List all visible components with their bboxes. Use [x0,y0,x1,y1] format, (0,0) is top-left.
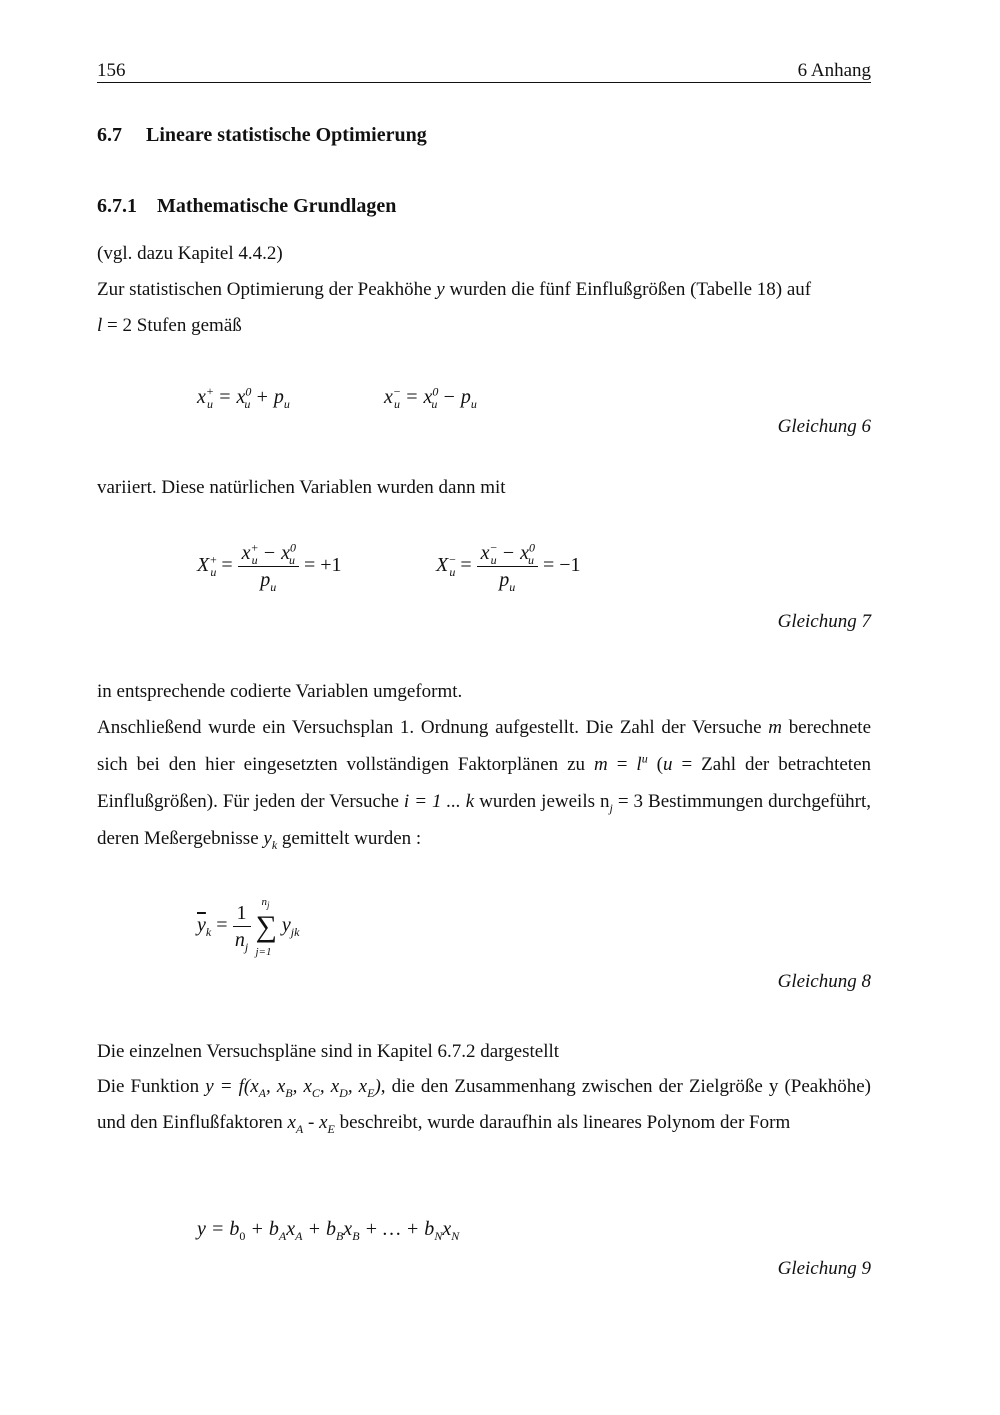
paragraph-2: variiert. Diese natürlichen Variablen wurden dann mit [97,477,506,498]
equation-6-left: $x^+_u = x^0_u + p_u$ [197,384,290,411]
equation-6-label: Gleichung 6 [777,416,871,437]
equation-7-label: Gleichung 7 [777,611,871,632]
equation-7-left: $X^+_u$ = $\frac{x^+_u - x^0_u}{p_u}$ = +1 [197,540,342,594]
summation-sign: $n_j$ ∑ j=1 [255,895,277,958]
equation-9: $y = b_0 + b_Ax_A + b_Bx_B$ + … + $b_Nx_N$ [197,1218,460,1243]
equation-9-label: Gleichung 9 [777,1258,871,1279]
section-heading [97,124,427,147]
header-rule [97,82,871,83]
subsection-number: 6.7.1 [97,195,137,217]
paragraph-1: Zur statistischen Optimierung der Peakhöhe y wurden die fünf Einflußgrößen (Tabelle 18) auf l = 2 Stufen gemäß [97,279,812,336]
reference-text: (vgl. dazu Kapitel 4.4.2) [97,243,283,264]
paragraph-4: Anschließend wurde ein Versuchsplan 1. Ordnung aufgestellt. Die Zahl der Versuche m berechnete sich bei den hier eingesetzten vollständigen Faktorplänen zu $m = l^u$ (u = Zahl der betrachteten Einflußgrößen). Für jeden der Versuche i = 1 ... k wurden jeweils $n_j = 3$ Bestimmungen durchgeführt, deren Meßergebnisse $y_k$ gemittelt wurden : [97,717,872,852]
equation-8-label: Gleichung 8 [777,971,871,992]
chapter-header: 6 Anhang [797,60,871,81]
subsection-heading [97,195,396,218]
subsection-title: Mathematische Grundlagen [157,195,397,217]
section-title: Lineare statistische Optimierung [146,124,427,146]
equation-6-right: $x^-_u = x^0_u - p_u$ [384,384,477,411]
paragraph-6: Die Funktion $y = f(x_A$, $x_B$, $x_C$, $x_D$, $x_E$), die den Zusammenhang zwischen der Zielgröße y (Peakhöhe) und den Einflußfaktoren $x_A - x_E$ beschreibt, wurde daraufhin als lineares Polynom der Form [97,1076,871,1136]
equation-8: $\overline{y}_k$ = $\frac{1}{n_j}$ $n_j$ ∑ j=1 $y_{jk}$ [197,895,300,958]
paragraph-3: in entsprechende codierte Variablen umgeformt. [97,681,463,702]
section-number: 6.7 [97,124,122,146]
paragraph-5: Die einzelnen Versuchspläne sind in Kapitel 6.7.2 dargestellt [97,1041,560,1062]
fraction-mean: $\frac{1}{n_j}$ [233,900,251,953]
fraction-minus: $\frac{x^-_u - x^0_u}{p_u}$ [477,540,538,593]
fraction-plus: $\frac{x^+_u - x^0_u}{p_u}$ [238,540,299,593]
equation-7-right: $X^-_u$ = $\frac{x^-_u - x^0_u}{p_u}$ = −1 [436,540,581,594]
page-number: 156 [97,60,126,81]
